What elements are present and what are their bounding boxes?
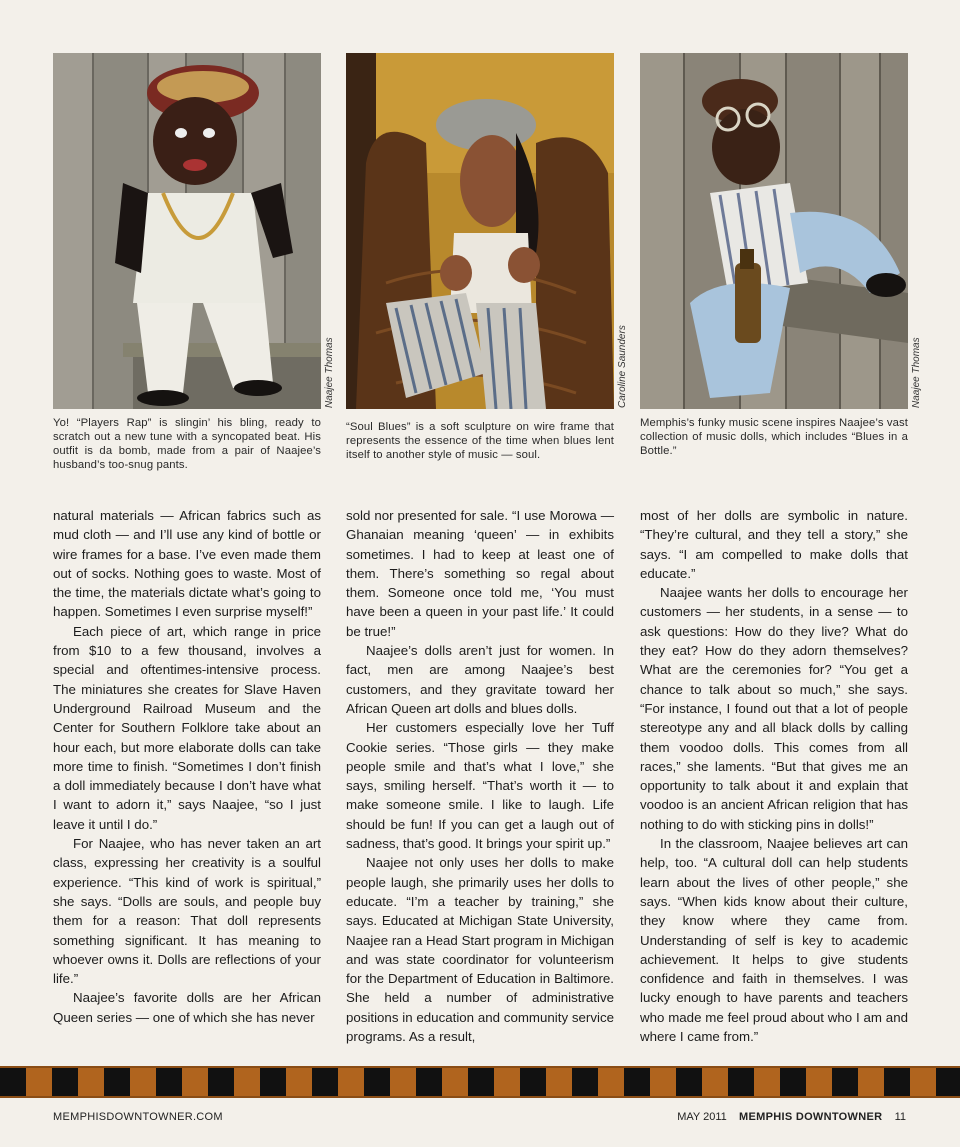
footer-publication: MEMPHIS DOWNTOWNER bbox=[739, 1111, 883, 1123]
article-column-1 bbox=[53, 506, 321, 1027]
paragraph: sold nor presented for sale. “I use Morowa — Ghanaian meaning ‘queen’ — in exhibits sometimes. I had to keep at least one of them. There’s something so regal about them. Someone once told me, ‘You must have been a queen in your past life.’ It could be true!” bbox=[346, 508, 614, 639]
photo-caption-3: Memphis’s funky music scene inspires Naajee’s vast collection of music dolls, which includes “Blues in a Bottle.” bbox=[640, 417, 908, 457]
article-column-2 bbox=[346, 506, 614, 1046]
paragraph: Each piece of art, which range in price from $10 to a few thousand, involves a special and oftentimes-intensive process. The miniatures she creates for Slave Haven Underground Railroad Museum and the Center for Southern Folklore take about an hour each, but more elaborate dolls can take more time to finish. “Sometimes I don’t finish a doll immediately because I don’t have what I want to adorn it,” says Naajee, “so I just leave it until I do.” bbox=[53, 623, 321, 832]
footer-date: MAY 2011 bbox=[677, 1111, 727, 1123]
photo-caption-2: “Soul Blues” is a soft sculpture on wire frame that represents the essence of the time when blues lent itself to another style of music — soul. bbox=[346, 421, 614, 461]
photo-credit-2: Caroline Saunders bbox=[617, 325, 628, 408]
paragraph: Naajee’s favorite dolls are her African Queen series — one of which she has never bbox=[53, 990, 321, 1025]
footer-checker-stripe bbox=[0, 1068, 960, 1096]
paragraph: most of her dolls are symbolic in nature. “They’re cultural, and they tell a story,” she says. “I am compelled to make dolls that educate.” bbox=[640, 508, 908, 581]
article-column-3 bbox=[640, 506, 908, 1046]
paragraph: For Naajee, who has never taken an art class, expressing her creativity is a soulful experience. “This kind of work is spiritual,” she says. “Dolls are souls, and people buy them for a reason: That doll represents something significant. It has meaning to whoever owns it. Dolls are reflections of your life.” bbox=[53, 836, 321, 987]
footer-folio bbox=[677, 1111, 906, 1123]
footer-stripe-border-bottom bbox=[0, 1096, 960, 1098]
photo-soul-blues-doll bbox=[346, 53, 614, 409]
paragraph: Naajee wants her dolls to encourage her customers — her students, in a sense — to ask questions: How do they live? What do they eat? How do they adorn themselves? What are the ceremonies for? “You get a chance to talk about so much,” she says. “For instance, I found out that a lot of people stereotype any and all black dolls by calling them voodoo dolls. This comes from all races,” she laments. “But that gives me an opportunity to talk about it and explain that voodoo is an ancient African religion that has nothing to do with sticking pins in dolls!” bbox=[640, 585, 908, 832]
paragraph: natural materials — African fabrics such as mud cloth — and I’ll use any kind of bottle or wire frames for a base. I’ve even made them out of socks. Nothing goes to waste. Most of the time, the materials dictate what’s going to happen. Sometimes I even surprise myself!” bbox=[53, 508, 321, 620]
photo-blues-in-a-bottle-doll bbox=[640, 53, 908, 409]
paragraph: Naajee not only uses her dolls to make people laugh, she primarily uses her dolls to educate. “I’m a teacher by training,” she says. Educated at Michigan State University, Naajee ran a Head Start program in Michigan and was state coordinator for volunteerism for the Department of Education in Baltimore. She held a number of administrative positions in education and community service programs. As a result, bbox=[346, 855, 614, 1045]
footer-website: MEMPHISDOWNTOWNER.COM bbox=[53, 1111, 223, 1123]
paragraph: In the classroom, Naajee believes art can help, too. “A cultural doll can help students learn about the lives of other people,” she says. “When kids know about their culture, they know where they came from. Understanding of self is key to academic achievement. It helps to give students confidence and faith in themselves. I was lucky enough to have parents and teachers who made me feel proud about who I am and where I came from.” bbox=[640, 836, 908, 1045]
paragraph: Naajee’s dolls aren’t just for women. In fact, men are among Naajee’s best customers, and they gravitate toward her African Queen art dolls and blues dolls. bbox=[346, 643, 614, 716]
photo-credit-3: Naajee Thomas bbox=[911, 337, 922, 408]
footer-page-number: 11 bbox=[894, 1111, 906, 1123]
photo-credit-1: Naajee Thomas bbox=[324, 337, 335, 408]
photo-caption-1: Yo! “Players Rap” is slingin’ his bling, ready to scratch out a new tune with a syncopated beat. His outfit is da bomb, made from a pair of Naajee’s husband’s too-snug pants. bbox=[53, 417, 321, 471]
photo-players-rap-doll bbox=[53, 53, 321, 409]
paragraph: Her customers especially love her Tuff Cookie series. “Those girls — they make people smile and that’s what I love,” she says, smiling herself. “That’s worth it — to make someone smile. I like to laugh. Life should be fun! If you can get a laugh out of sadness, that’s good. It brings your spirit up.” bbox=[346, 720, 614, 852]
